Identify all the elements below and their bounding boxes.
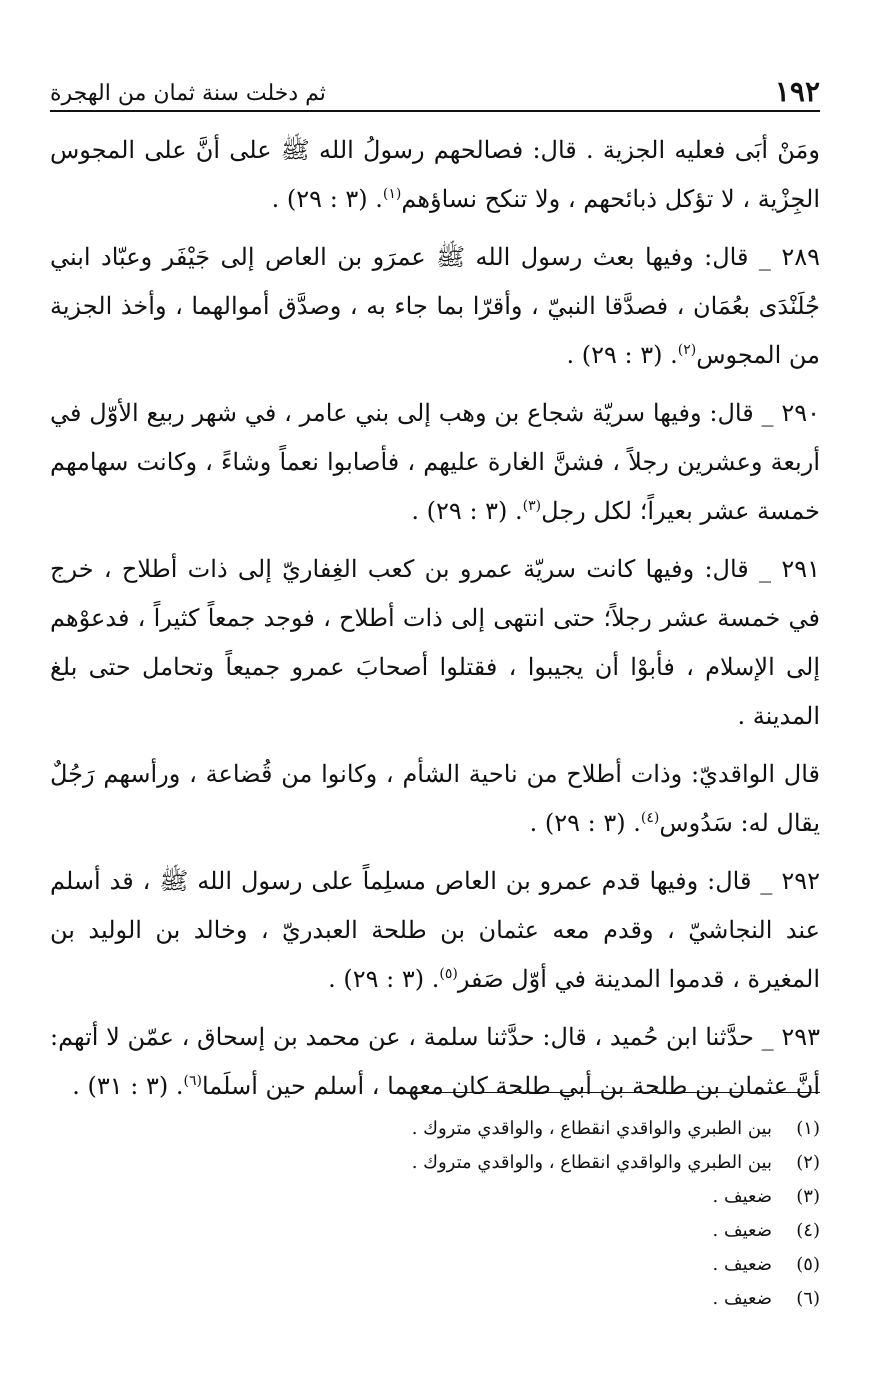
paragraph: [50, 126, 820, 224]
footnote-text: ضعيف .: [712, 1186, 772, 1207]
footnote-number: (١): [796, 1118, 820, 1139]
citation: . (٣ : ٣١) .: [72, 1072, 184, 1100]
citation: . (٣ : ٢٩) .: [271, 185, 383, 213]
paragraph-text: قال الواقديّ: وذات أطلاح من ناحية الشأم ، وكانوا من قُضاعة ، ورأسهم رَجُلٌ يقال له: سَدُوس: [50, 760, 820, 837]
footnote-divider: [390, 1092, 820, 1093]
paragraph: [50, 857, 820, 1004]
paragraph-text: قال: وفيها بعث رسول الله ﷺ عمرَو بن العاص إلى جَيْفَر وعبّاد ابني جُلَنْدَى بعُمَان ، فصدَّقا النبيّ ، وأقرّا بما جاء به ، وصدَّق أموالهما ، وأخذ الجزية من المجوس: [50, 243, 820, 369]
footnote-ref: (٥): [439, 966, 458, 982]
body-text: [50, 126, 820, 1111]
footnote-number: (٢): [796, 1152, 820, 1173]
footnote-text: ضعيف .: [712, 1254, 772, 1275]
paragraph-text: قال: وفيها قدم عمرو بن العاص مسلِماً على رسول الله ﷺ ، قد أسلم عند النجاشيّ ، وقدم معه عثمان بن طلحة العبدريّ ، وخالد بن الوليد بن المغيرة ، قدموا المدينة في أوّل صَفر: [50, 867, 820, 993]
paragraph: [50, 750, 820, 848]
footnote: [60, 1282, 820, 1316]
running-title: ثم دخلت سنة ثمان من الهجرة: [50, 81, 326, 106]
report-number: ٢٩٠ _: [761, 399, 820, 427]
footnote: [60, 1248, 820, 1282]
footnote-text: ضعيف .: [712, 1220, 772, 1241]
footnote: [60, 1146, 820, 1180]
footnote-text: بين الطبري والواقدي انقطاع ، والواقدي متروك .: [411, 1152, 772, 1173]
footnote-ref: (٦): [183, 1073, 202, 1089]
footnote-text: ضعيف .: [712, 1288, 772, 1309]
footnote: [60, 1180, 820, 1214]
citation: . (٣ : ٢٩) .: [529, 809, 641, 837]
report-number: ٢٩٣ _: [761, 1023, 820, 1051]
book-page: [50, 72, 820, 1372]
citation: . (٣ : ٢٩) .: [411, 497, 523, 525]
page-number: ١٩٢: [774, 75, 820, 108]
paragraph: [50, 1013, 820, 1111]
footnote-ref: (١): [382, 186, 402, 202]
citation: . (٣ : ٢٩) .: [328, 965, 440, 993]
footnote-number: (٥): [796, 1254, 820, 1275]
footnote-ref: (٢): [677, 342, 697, 358]
paragraph-text: قال: وفيها سريّة شجاع بن وهب إلى بني عامر ، في شهر ربيع الأوّل في أربعة وعشرين رجلاً ، فشنَّ الغارة عليهم ، فأصابوا نعماً وشاءً ، وكانت سهامهم خمسة عشر بعيراً؛ لكل رجل: [50, 399, 820, 525]
footnote-ref: (٣): [522, 498, 542, 514]
footnote: [60, 1214, 820, 1248]
report-number: ٢٩١ _: [759, 555, 820, 583]
footnote-number: (٦): [796, 1288, 820, 1309]
citation: . (٣ : ٢٩) .: [566, 341, 678, 369]
footnote-number: (٤): [796, 1220, 820, 1241]
paragraph-text: ومَنْ أبَى فعليه الجزية . قال: فصالحهم رسولُ الله ﷺ على أنَّ على المجوس الجِزْية ، لا تؤكل ذبائحهم ، ولا تنكح نساؤهم: [50, 136, 820, 213]
footnote-text: بين الطبري والواقدي انقطاع ، والواقدي متروك .: [411, 1118, 772, 1139]
report-number: ٢٩٢ _: [760, 867, 820, 895]
footnote-number: (٣): [796, 1186, 820, 1207]
running-head: [50, 72, 820, 112]
footnote-ref: (٤): [640, 810, 660, 826]
paragraph-text: حدَّثنا ابن حُميد ، قال: حدَّثنا سلمة ، عن محمد بن إسحاق ، عمّن لا أتهم: أنَّ عثمان بن طلحة بن أبي طلحة كان معهما ، أسلم حين أسلَما: [50, 1023, 820, 1100]
paragraph: [50, 389, 820, 536]
paragraph-text: قال: وفيها كانت سريّة عمرو بن كعب الغِفاريّ إلى ذات أطلاح ، خرج في خمسة عشر رجلاً؛ حتى انتهى إلى ذات أطلاح ، فوجد جمعاً كثيراً ، فدعوْهم إلى الإسلام ، فأبوْا أن يجيبوا ، فقتلوا أصحابَ عمرو جميعاً وتحامل حتى بلغ المدينة .: [50, 555, 820, 730]
paragraph: [50, 545, 820, 741]
report-number: ٢٨٩ _: [758, 243, 820, 271]
footnotes: [60, 1112, 820, 1316]
paragraph: [50, 233, 820, 380]
footnote: [60, 1112, 820, 1146]
